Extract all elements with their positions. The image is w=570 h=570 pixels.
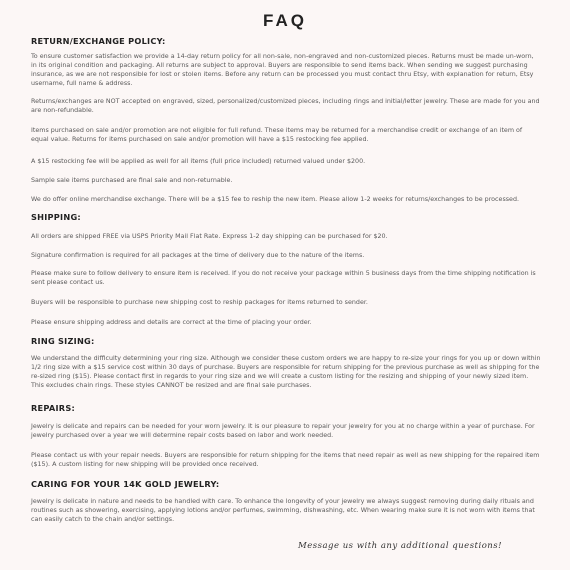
returns-paragraph-1: To ensure customer satisfaction we provide a 14-day return policy for all non-sale, non-engraved and non-customized pieces. Returns must be made un-worn, in its original condition and packaging. All returns are subject to approval. Buyers are responsible to send items back. When sending we suggest purchasing insurance, as we are not responsible for lost or stolen items. Before any return can be processed you must contact thru Etsy, with explanation for return, Etsy username, full name & address. <box>31 53 534 87</box>
ring-sizing-heading: RING SIZING: <box>31 336 95 346</box>
returns-paragraph-6: We do offer online merchandise exchange. There will be a $15 fee to reship the new item. Please allow 1-2 weeks for returns/exchanges to be processed. <box>31 196 520 203</box>
returns-paragraph-4: A $15 restocking fee will be applied as well for all items (full price included) returned valued under $200. <box>31 158 366 165</box>
shipping-paragraph-2: Signature confirmation is required for all packages at the time of delivery due to the nature of the items. <box>31 252 365 259</box>
returns-paragraph-3: Items purchased on sale and/or promotion are not eligible for full refund. These items may be returned for a merchandise credit or exchange of an item of equal value. Returns for items purchased on sale and/or promotion will have a $15 restocking fee applied. <box>31 127 523 143</box>
shipping-paragraph-3: Please make sure to follow delivery to ensure item is received. If you do not receive your package within 5 business days from the time shipping notification is sent please contact us. <box>31 270 536 286</box>
caring-paragraph-1: Jewelry is delicate in nature and needs to be handled with care. To enhance the longevity of your jewelry we always suggest removing during daily rituals and routines such as showering, exercising, applying lotions and/or perfumes, swimming, dishwashing, etc. When wearing make sure it is not worn with items that can easily catch to the chain and/or settings. <box>31 498 535 523</box>
repairs-heading: REPAIRS: <box>31 403 76 413</box>
shipping-paragraph-1: All orders are shipped FREE via USPS Priority Mail Flat Rate. Express 1-2 day shipping can be purchased for $20. <box>31 233 388 240</box>
shipping-paragraph-5: Please ensure shipping address and details are correct at the time of placing your order. <box>31 319 312 326</box>
ring-sizing-paragraph-1: We understand the difficulty determining your ring size. Although we consider these custom orders we are happy to re-size your rings for you up or down within 1/2 ring size with a $15 service cost within 30 days of purchase. Buyers are responsible for return shipping for the previous purchase as well as shipping for the re-sized ring ($15). Please contact first in regards to your ring size and we will create a custom listing for the resizing and shipping of your newly sized item. This excludes chain rings. These styles CANNOT be resized and are final sale purchases. <box>31 355 541 389</box>
caring-heading: CARING FOR YOUR 14K GOLD JEWELRY: <box>31 479 220 489</box>
returns-heading: RETURN/EXCHANGE POLICY: <box>31 36 166 46</box>
repairs-paragraph-2: Please contact us with your repair needs. Buyers are responsible for return shipping for the items that need repair as well as new shipping for the repaired item ($15). A custom listing for new shipping will be provided once received. <box>31 452 540 468</box>
shipping-heading: SHIPPING: <box>31 212 81 222</box>
returns-paragraph-2: Returns/exchanges are NOT accepted on engraved, sized, personalized/customized pieces, including rings and initial/letter jewelry. These are made for you and are non-refundable. <box>31 98 540 114</box>
repairs-paragraph-1: Jewelry is delicate and repairs can be needed for your worn jewelry. It is our pleasure to repair your jewelry for you at no charge within a year of purchase. For jewelry purchased over a year we will determine repair costs based on labor and work needed. <box>31 423 535 439</box>
returns-paragraph-5: Sample sale items purchased are final sale and non-returnable. <box>31 177 233 184</box>
page-title: FAQ <box>263 11 307 30</box>
shipping-paragraph-4: Buyers will be responsible to purchase new shipping cost to reship packages for items returned to sender. <box>31 299 368 306</box>
signature-note: Message us with any additional questions! <box>298 541 503 551</box>
